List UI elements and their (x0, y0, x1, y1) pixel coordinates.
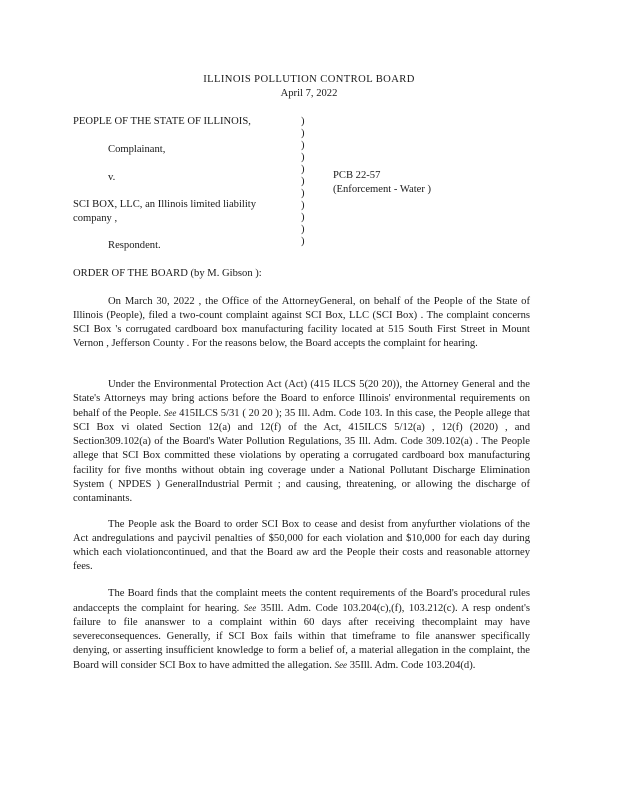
see-signal: See (334, 660, 348, 671)
see-signal: See (243, 603, 257, 614)
paragraph-3: The People ask the Board to order SCI Box to cease and desist from anyfurther violations of the Act andregulations and paycivil penalties of $50,000 for each violation and $10,000 for each day during which each violationcontinued, and that the Board aw ard the People their costs and reasonable attorney fees. (73, 519, 530, 573)
case-type: (Enforcement - Water ) (333, 184, 432, 195)
order-heading: ORDER OF THE BOARD (by M. Gibson ): (73, 268, 262, 279)
plaintiff-role: Complainant, (108, 144, 166, 155)
order-date: April 7, 2022 (280, 88, 338, 99)
case-caption: PEOPLE OF THE STATE OF ILLINOIS, Complainant, v. SCI BOX, LLC, an Illinois limited liability company , Respondent. ) ) ) ) ) ) ) ) ) ) ) PCB 22-57 (Enforcement - Water ) (73, 116, 432, 251)
defendant-name-line1: SCI BOX, LLC, an Illinois limited liability (73, 199, 257, 210)
paragraph-2-text-a: Under the Environmental Protection Act (Act) (415 ILCS 5(20 20)), the Attorney General and the State's Attorneys may bring actions before the Board to enforce Illinois' environmental requirements on behalf of the People. (73, 379, 530, 420)
paragraph-4-text-b: 35Ill. Adm. Code 103.204(c),(f), 103.212(c). A resp ondent's failure to file ananswer to a complaint within 60 days after receiving thecomplaint may have severeconsequences. Generally, if SCI Box fails within that timeframe to file ananswer specifically denying, or asserting insufficient knowledge to form a belief of, a material allegation in the complaint, the Board will consider SCI Box to have admitted the allegation. (73, 603, 530, 672)
paragraph-4 (73, 587, 530, 674)
paragraph-4-text-a: The Board finds that the complaint meets the content requirements of the Board's procedural rules andaccepts the complaint for hearing. (73, 588, 530, 615)
versus: v. (108, 172, 116, 183)
paragraph-4-text-c: 35Ill. Adm. Code 103.204(d). (349, 660, 476, 672)
see-signal: See (163, 408, 177, 419)
paragraph-1: On March 30, 2022 , the Office of the AttorneyGeneral, on behalf of the People of the State of Illinois (People), filed a two-count complaint against SCI Box, LLC (SCI Box) . The complaint concerns SCI Box 's corrugated cardboard box manufacturing facility located at 515 South First Street in Mount Vernon , Jefferson County . For the reasons below, the Board accepts the complaint for hearing. (73, 296, 530, 350)
paragraph-2 (73, 378, 530, 506)
defendant-name-line2: company , (73, 213, 118, 224)
defendant-role: Respondent. (108, 240, 161, 251)
paragraph-2-text-b: 415ILCS 5/31 ( 20 20 ); 35 Ill. Adm. Code 103. In this case, the People allege that SCI Box vi olated Section 12(a) and 12(f) of the Act, 415ILCS 5/12(a) , 12(f) (2020) , and Section309.102(a) of the Board's Water Pollution Regulations, 35 Ill. Adm. Code 309.102(a) . The People allege that SCI Box committed these violations by operating a corrugated cardboard box manufacturing facility for five months without obtain ing coverage under a National Pollutant Discharge Elimination System ( NPDES ) GeneralIndustrial Permit ; and causing, threatening, or allowing the discharge of contaminants. (73, 408, 530, 504)
case-number: PCB 22-57 (333, 170, 381, 181)
plaintiff-name: PEOPLE OF THE STATE OF ILLINOIS, (73, 116, 251, 127)
agency-title: ILLINOIS POLLUTION CONTROL BOARD (203, 74, 415, 85)
